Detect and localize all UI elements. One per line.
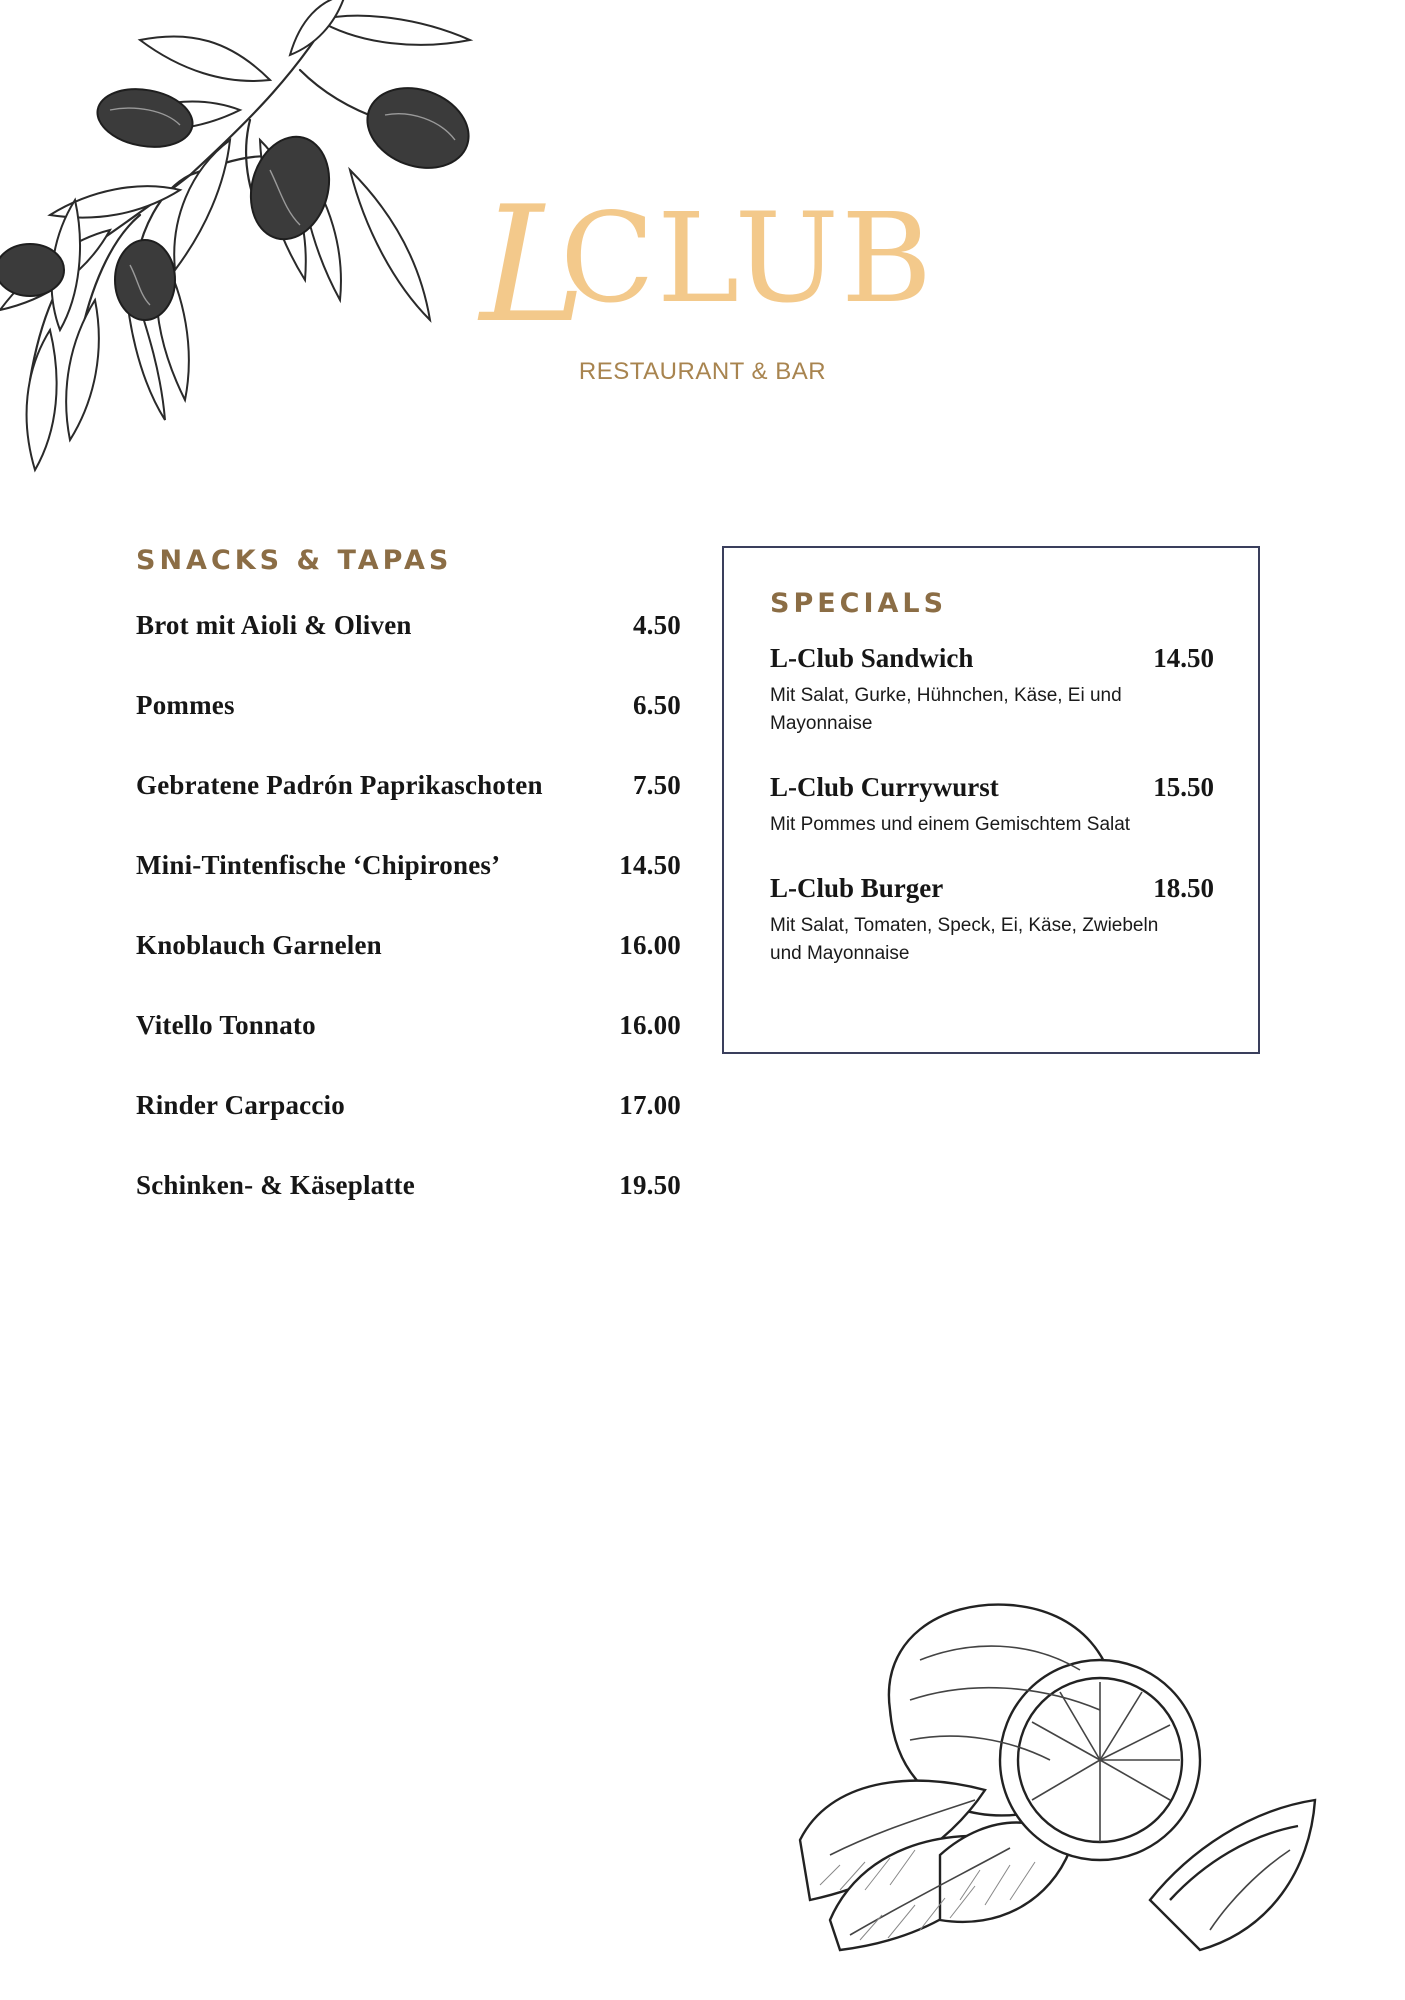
special-item-price: 14.50 (1153, 643, 1214, 673)
menu-item (136, 930, 681, 1010)
menu-item-price: 19.50 (619, 1170, 681, 1200)
menu-item-name: Knoblauch Garnelen (136, 930, 382, 960)
subtitle: RESTAURANT & BAR (578, 358, 827, 385)
logo-word: CLUB (560, 187, 935, 331)
special-item-description: Mit Pommes und einem Gemischtem Salat (770, 814, 1131, 835)
special-item-name: L-Club Sandwich (770, 643, 974, 673)
menu-item (136, 770, 681, 850)
special-item (770, 643, 1214, 738)
menu-item-name: Pommes (136, 690, 235, 720)
menu-item-price: 7.50 (632, 770, 681, 800)
menu-item (136, 850, 681, 930)
menu-item (136, 1170, 681, 1250)
menu-item-name: Brot mit Aioli & Oliven (136, 610, 412, 640)
special-item-name: L-Club Currywurst (770, 772, 999, 802)
special-item-price: 15.50 (1153, 772, 1214, 802)
menu-item (136, 690, 681, 770)
menu-item-price: 14.50 (619, 850, 681, 880)
menu-item-price: 16.00 (619, 1010, 681, 1040)
special-item-name: L-Club Burger (770, 873, 944, 903)
special-item (770, 772, 1214, 839)
menu-item-price: 4.50 (632, 610, 681, 640)
special-item-description: Mit Salat, Gurke, Hühnchen, Käse, Ei und Mayonnaise (770, 685, 1122, 734)
menu-item-price: 17.00 (619, 1090, 681, 1120)
snacks-title: SNACKS & TAPAS (136, 545, 453, 576)
logo (470, 171, 950, 358)
menu-item-name: Mini-Tintenfische ‘Chipirones’ (136, 850, 501, 880)
special-item (770, 873, 1214, 968)
menu-item-name: Schinken- & Käseplatte (136, 1170, 415, 1200)
logo-letter: L (480, 171, 587, 358)
specials-box (722, 546, 1260, 1054)
olive-branch-illustration (0, 0, 540, 510)
menu-item-name: Rinder Carpaccio (136, 1090, 345, 1120)
menu-item-name: Vitello Tonnato (136, 1010, 316, 1040)
menu-item (136, 610, 681, 690)
menu-item-price: 16.00 (619, 930, 681, 960)
special-item-description: Mit Salat, Tomaten, Speck, Ei, Käse, Zwiebeln und Mayonnaise (770, 915, 1159, 964)
menu-item (136, 1090, 681, 1170)
menu-item-name: Gebratene Padrón Paprikaschoten (136, 770, 543, 800)
specials-title: SPECIALS (770, 588, 948, 619)
snacks-section (136, 545, 681, 1250)
special-item-price: 18.50 (1153, 873, 1214, 903)
lemon-illustration (770, 1600, 1360, 1970)
menu-item (136, 1010, 681, 1090)
menu-item-price: 6.50 (632, 690, 681, 720)
